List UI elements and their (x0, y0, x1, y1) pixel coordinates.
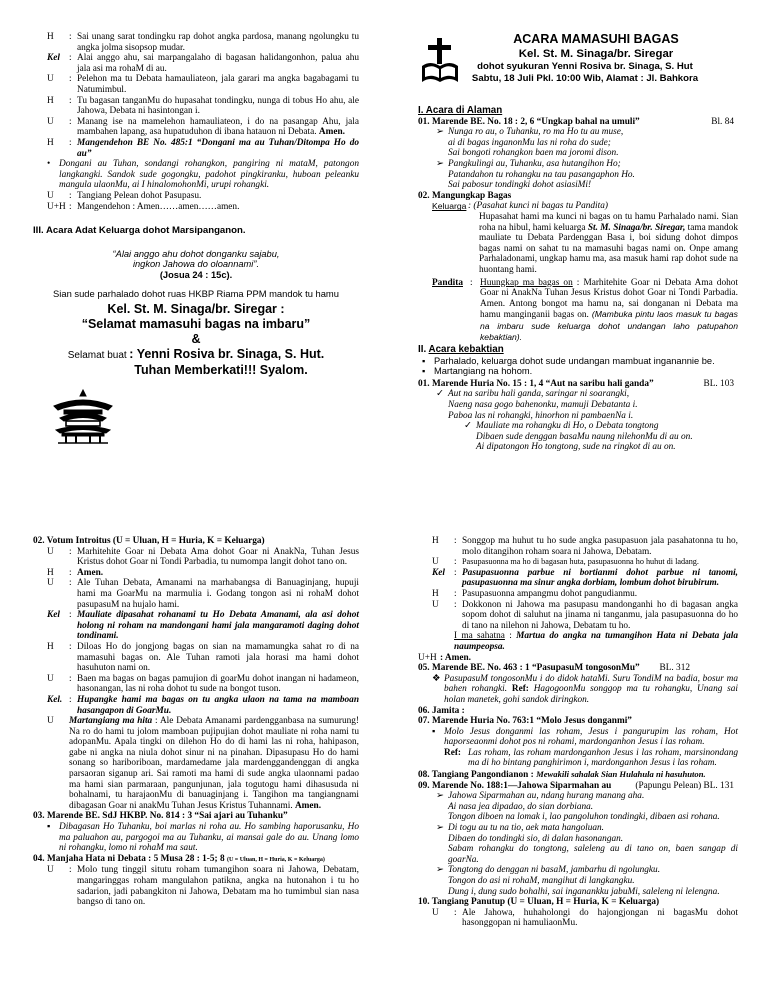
liturgy-row (33, 674, 359, 695)
liturgy-text-body: Molo tung tinggil situtu roham tumangihon soara ni Jahowa, Debatam, mangaringgas roham mangulahon patikna, angka na hutonahon i tu ho sadarion, jadi pabangkiton ni Jahowa, Debatam ma ho tumimbul sian nasa bangso di tano on. (77, 865, 359, 908)
verse-block-2 (418, 159, 738, 191)
liturgy-text (77, 74, 359, 95)
liturgy-row (33, 74, 359, 95)
speaker-colon: : (69, 865, 72, 876)
ampersand: & (191, 332, 201, 347)
speaker-label: Kel (47, 53, 60, 64)
keluarga-label: Keluarga (432, 201, 467, 212)
liturgy-text (77, 642, 359, 674)
liturgy-row (33, 568, 359, 579)
song-763-ref-row (418, 748, 738, 769)
heading-05 (418, 663, 738, 674)
liturgy-text (462, 536, 738, 557)
verse-marker (436, 138, 448, 149)
verse-text: Dibaen sude denggan basaMu naung nilehonMu di au on. (476, 431, 693, 442)
verse-text: Tongon diboen na lomak i, lao pangoluhon tondingki, dibaen asi rohana. (448, 812, 720, 823)
verse-line (418, 138, 738, 149)
speaker-label: U+H (47, 201, 66, 212)
verse-line (418, 823, 738, 834)
liturgy-text-body: Manang ise na mamelehon hamauliateon, i do na pasangap Ahu, jala mambahen lapang, asa hupatuduhon di ibana hatauon ni Debata. (77, 116, 359, 138)
prayer-amen: Amen. (294, 800, 322, 811)
heading-02: 02. Mangungkap Bagas (418, 190, 512, 201)
speaker-label: U (47, 116, 54, 127)
verse-marker: ➢ (436, 127, 444, 138)
verse-line (418, 127, 738, 138)
liturgy-amen: Amen. (318, 127, 345, 138)
verse-block-4 (418, 421, 738, 453)
verse-marker (436, 834, 448, 845)
liturgy-text-body: Pasupasuonna parbue ni bortianmi dohot parbue ni tanomi, pasupasuonna ma sinur angka dorbiam, lombum dohot birubirum. (462, 567, 738, 589)
liturgy-text (77, 117, 359, 138)
verse-marker: ➢ (436, 791, 444, 802)
liturgy-row (418, 568, 738, 589)
liturgy-text (77, 547, 359, 568)
quadrant-bottom-left (33, 536, 359, 908)
speaker-colon: : (69, 201, 72, 212)
martua-text: Martua do angka na tumangihon Hata ni Debata jala naumpeopsa. (454, 631, 738, 652)
verse-text: Tongtong do denggan ni basaM, jambarhu di ngolungku. (448, 865, 661, 876)
heading-06: 06. Jamita : (418, 705, 465, 716)
verse-line (418, 180, 738, 191)
verse-block-1 (418, 127, 738, 159)
liturgy-list-1 (33, 32, 359, 159)
verse-line (418, 844, 738, 865)
song-763-text: Molo Jesus donganmi las roham, Jesus i pangurupim las roham, Hot haporseaonmi dohot pos ni rohami, mardonganhon Jesus i las roham. (444, 726, 738, 748)
verse-marker (436, 180, 448, 191)
verse-text: Sai pabosur tondingki dohot asiasiMi! (448, 180, 592, 191)
keluarga-text-1: Hupasahat hami ma kunci ni bagas on tu hamu Parhalado nami. Sian roha na hibul, hami keluarga (479, 211, 738, 233)
liturgy-text-body: Pasupasuonna ma ho di bagasan huta, pasupasuonna ho huhut di ladang. (462, 557, 699, 567)
liturgy-text (77, 191, 359, 202)
speaker-colon: : (69, 546, 72, 557)
section-heading-2-text: Acara kebaktian (428, 344, 504, 356)
liturgy-text-body: Mangendehon : Amen……amen……amen. (77, 201, 240, 212)
liturgy-row (418, 908, 738, 929)
liturgy-text (77, 674, 359, 695)
verse-line (418, 802, 738, 813)
sahatna-row (418, 631, 738, 652)
liturgy-list-4 (418, 536, 738, 631)
closing-prayer-row (418, 908, 738, 929)
heading-04 (33, 854, 359, 866)
liturgy-text (462, 600, 738, 632)
section-heading-1 (418, 106, 738, 117)
speaker-label: U (432, 599, 439, 610)
song-line: • Dongani au Tuhan, sondangi rohangkon, pangiring ni mataM, patongon langkangki. Sandok sude gogongku, padohot pingkiranku, huboan peleanku mangula ulaonMu, ai I hinalomohonMi, urupi rohangki. (47, 159, 359, 191)
verse-text: Ai nasa jea dipadao, do sian dorbiana. (448, 801, 594, 812)
liturgy-row (33, 191, 359, 202)
verse-text: Aut na saribu hali ganda, saringar ni soarangki, (448, 389, 630, 400)
song-814-text: Dibagasan Ho Tuhanku, boi marlas ni roha au. Ho sambing haporusanku, Ho ma paluahon au, pargogoi ma au Tuhanku, ai mansai gale do au. Unang lomo ni rohangku, lomo ni rohaM ma saut. (59, 822, 359, 854)
liturgy-text (77, 695, 359, 716)
song-heading-03-text: 01. Marende Huria No. 15 : 1, 4 “Aut na saribu hali ganda” (418, 378, 654, 389)
liturgy-text (77, 32, 359, 53)
verse-text: Nunga ro au, o Tuhanku, ro ma Ho tu au muse, (448, 127, 624, 138)
prayer-label: Martangiang ma hita (69, 716, 153, 727)
verse-line (418, 170, 738, 181)
verse-text: Dibaen do tondingki sio, di dalan hasonangan. (448, 833, 624, 844)
verse-text: Sabam rohangku do tongtong, saleleng au di tano on, baen sangap di goarNa. (448, 844, 738, 865)
pandita-label: Pandita (432, 277, 463, 288)
liturgy-text (77, 138, 359, 159)
speaker-colon: : (69, 694, 72, 705)
liturgy-row (418, 536, 738, 557)
heading-09-text: 09. Marende No. 188:1—Jahowa Siparmahan au (418, 780, 612, 791)
heading-08-text: 08. Tangiang Pangondianon : (418, 770, 534, 781)
verse-text: Tongon do asi ni rohaM, mangihut di langkangku. (448, 876, 635, 886)
heading-04-text: 04. Manjaha Hata ni Debata : 5 Musa 28 : 1-5; 8 (33, 853, 225, 864)
verse-marker: ✓ (464, 421, 472, 432)
verse-line (418, 791, 738, 802)
verse-marker: ➢ (436, 158, 444, 169)
verse-block-9a (418, 791, 738, 823)
heading-10: 10. Tangiang Panutup (U = Uluan, H = Huria, K = Keluarga) (418, 897, 660, 908)
liturgy-list-3 (33, 547, 359, 717)
keluarga-row (418, 201, 738, 212)
verse-text: Di togu au tu na tio, aek mata hangoluan. (448, 823, 604, 834)
heading-07: 07. Marende Huria No. 763:1 “Molo Jesus donganmi” (418, 716, 632, 727)
verse-marker: ➢ (436, 865, 444, 876)
speaker-colon: : (69, 610, 72, 621)
song-heading-01-text: 01. Marende BE. No. 18 : 2, 6 “Ungkap bahal na umuli” (418, 116, 640, 127)
speaker-label: Kel (432, 567, 445, 578)
liturgy-row (33, 642, 359, 674)
song-463-row: ❖ PasupasuM tongosonMu i do didok hataMi. Suru TondiM na badia, bosur ma bahen rohangki. Ref: HagogoonMu songgop ma tu rohangku, Unang sai holan manetek, gohi sandok diringkon. (432, 673, 739, 705)
liturgy-text (77, 568, 359, 579)
liturgy-text-body: Ale Tuhan Debata, Amanami na marhabangsa di Banuaginjang, hupuji hami ma GoarMu na marmulia i. Godang tongon asi ni rohaM dohot pasupasuM na hujalo hami. (77, 578, 359, 610)
liturgy-text (462, 557, 738, 568)
uh-row (418, 653, 738, 664)
song-heading-01-page: Bl. 84 (711, 116, 734, 127)
pandita-text (480, 278, 738, 345)
bullet-2-text: Martangiang na hohom. (434, 366, 533, 377)
speaker-label: U (47, 673, 54, 684)
keluarga-text-name: St. M. Sinaga/br. Siregar, (587, 222, 686, 233)
speaker-label: U (47, 74, 54, 85)
prayer-text (69, 716, 359, 811)
verse-marker (436, 411, 448, 422)
speaker-colon: : (454, 557, 457, 568)
liturgy-text-body: Tu bagasan tanganMu do hupasahat tondingku, nunga di tobus Ho ahu, ale Jahowa, Debata ni hasintongan i. (77, 95, 359, 117)
keluarga-text (418, 212, 738, 276)
speaker-label: H (47, 567, 54, 578)
verse-line (418, 865, 738, 876)
program-datetime: Sabtu, 18 Juli Pkl. 10:00 Wib, Alamat : Jl. Bahkora (471, 72, 699, 84)
speaker-label: H (47, 137, 54, 148)
verse-text: Sai bongoti rohangkon baen ma joromi dison. (448, 148, 619, 159)
sahatna-label: I ma sahatna (454, 631, 505, 642)
heading-04-legend: (U = Uluan, H = Huria, K = Keluarga) (226, 856, 325, 863)
uh-label: U+H (418, 652, 437, 663)
liturgy-text-body: Mangendehon BE No. 485:1 “Dongani ma au Tuhan/Ditompa Ho do au” (77, 137, 359, 159)
speaker-label: U (47, 578, 54, 589)
liturgy-row (33, 138, 359, 159)
liturgy-row (33, 865, 359, 907)
verse-text: Pangkulingi au, Tuhanku, asa hutangihon Ho; (448, 158, 621, 169)
heading-05-text: 05. Marende BE. No. 463 : 1 “PasupasuM tongosonMu” (418, 663, 640, 674)
verse-marker (436, 148, 448, 159)
liturgy-text-body: Pelehon ma tu Debata hamauliateon, jala garari ma angka bagabagami tu Natumimbul. (77, 74, 359, 95)
verse-line (418, 148, 738, 159)
verse-line (418, 421, 738, 432)
verse-marker (464, 432, 476, 443)
song-763-row: ▪ Molo Jesus donganmi las roham, Jesus i pangurupim las roham, Hot haporseaonmi dohot pos ni rohami, mardonganhon Jesus i las roham. (432, 726, 738, 748)
reading-row (33, 865, 359, 907)
pandita-row: Pandita : Huungkap ma bagas on : Marhitehite Goar ni Debata Ama dohot Goar ni AnakNa Tuhan Jesus Kristus dohot Goar ni Tondi Parbadia. Amen. Antong bongot ma hamu na, sai donganan ni Debata ma hamu manginganii bagas on. (Mambuka pintu laos masuk tu bagas na imbaru sude keluarga dohot undangan laho patupahon kebaktian). (432, 277, 738, 343)
verse-block-3 (418, 389, 738, 421)
liturgy-text-body: Dokkonon ni Jahowa ma pasupasu mandonganhi ho di bagasan angka sopom dohot di saluhut na jinama ni tanganmu, jala pasupasuonna do ho di tano na nilehon ni Jahowa, Debatam tu ho. (462, 599, 738, 631)
song-text: Dongani au Tuhan, sondangi rohangkon, pangiring ni mataM, patongon langkangki. Sandok sude gogongku, padohot pingkiranku, huboan peleanku mangula ulaonMu, ai I hinalomohonMi, urupi rohangki. (59, 159, 359, 191)
verse-text: Jahowa Siparmahan au, ndang hurang manang aha. (448, 791, 645, 802)
quadrant-bottom-right (418, 536, 738, 929)
liturgy-text-body: Marhitehite Goar ni Debata Ama dohot Goar ni AnakNa, Tuhan Jesus Kristus dohot Goar ni Tondi Parbadia, tu numompa langit dohot tano on. (77, 546, 359, 568)
liturgy-text (77, 610, 359, 642)
liturgy-text-body: Songgop ma huhut tu ho sude angka pasupasuon jala pasahatonna tu ho, molo ditangihon roham soara ni Jahowa, Debatam. (462, 536, 738, 557)
speaker-colon: : (69, 578, 72, 589)
liturgy-text-body: Mauliate dipasahat rohanami tu Ho Debata Amanami, ala asi dohot holong ni roham na mandongani hami jala mangaramoti daging dohot tondinami. (77, 610, 359, 642)
liturgy-text-body: Diloas Ho do jongjong bagas on sian na mamamungka sahat ro di na mamasuhi bagas on. Ale Tuhan ramoti jala horasi ma hami dohot hasuhuton nami on. (77, 641, 359, 674)
song-463-ref: HagogoonMu songgop ma tu rohangku, Unang sai holan manetek, gohi sandok diringkon. (444, 684, 739, 705)
speaker-label: U (47, 546, 54, 557)
liturgy-text-body: Amen. (77, 567, 104, 578)
liturgy-row (33, 96, 359, 117)
verse-marker: ✓ (436, 389, 444, 400)
verse-marker (436, 812, 448, 823)
speaker-colon: : (454, 599, 457, 610)
speaker-colon: : (69, 116, 72, 127)
liturgy-list-1-end (33, 191, 359, 212)
program-title: ACARA MAMASUHI BAGAS (513, 32, 679, 46)
speaker-label: H (432, 536, 439, 546)
bullet-1: ▪ Parhalado, keluarga dohot sude undangan mambuat inganannie be. (418, 356, 738, 367)
pandita-highlight: Huungkap ma bagas on (480, 277, 573, 288)
verse-text: Dung i, dung sudo bohalhi, sai inganankku jabuMi, saleleng ni lelengna. (448, 886, 720, 897)
liturgy-text-body: Ale Jahowa, huhaholongi do hajongjongan ni bagasMu dohot hasonggopan ni hamuliaonMu. (462, 907, 738, 929)
verse-marker (436, 400, 448, 411)
song-463-ref-label: Ref: (511, 684, 529, 695)
bullet-2: ▪ Martangiang na hohom. (418, 366, 738, 377)
verse-line (418, 876, 738, 887)
section-heading-2 (418, 345, 738, 356)
liturgy-row (33, 547, 359, 568)
quadrant-top-left (33, 32, 359, 378)
liturgy-text (77, 96, 359, 117)
section-heading-2-number: II. (418, 344, 427, 356)
speaker-colon: : (454, 907, 457, 918)
verse-block-9b (418, 823, 738, 865)
speaker-label: H (47, 95, 54, 106)
verse-text: Paboa las ni rohangki, hinorhon ni pambaenNa i. (448, 410, 634, 421)
liturgy-row (33, 578, 359, 610)
verse-marker (436, 876, 448, 887)
verse-marker (436, 844, 448, 865)
uh-text: : Amen. (440, 652, 471, 663)
heading-09-page: (Papungu Pelean) BL. 131 (635, 780, 734, 791)
heading-03: 03. Marende BE. SdJ HKBP. No. 814 : 3 “Sai ajari au Tuhanku” (33, 811, 288, 822)
liturgy-row (33, 695, 359, 716)
song-463-body: PasupasuM tongosonMu i do didok hataMi. Suru TondiM na badia, bosur ma bahen rohangki. (444, 673, 738, 695)
speaker-colon: : (69, 137, 72, 148)
speaker-label: H (47, 32, 54, 42)
quote-line-1: “Alai anggo ahu dohot donganku sajabu, (112, 248, 280, 259)
liturgy-text-body: Pasupasuonna ampangmu dohot pangudianmu. (462, 588, 638, 599)
speaker-colon: : (454, 588, 457, 599)
liturgy-row (418, 589, 738, 600)
sahatna-wrap: I ma sahatna : Martua do angka na tumangihon Hata ni Debata jala naumpeopsa. (454, 631, 738, 652)
verse-text: ai di bagas inganonMu las ni roha do sude; (448, 137, 611, 148)
speaker-colon: : (69, 567, 72, 578)
song-763-ref-label: Ref: (444, 747, 462, 758)
speaker-colon: : (69, 53, 72, 64)
speaker-colon: : (454, 567, 457, 578)
liturgy-text (462, 589, 738, 600)
section-heading-3: III. Acara Adat Keluarga dohot Marsipanganon. (33, 225, 246, 237)
thanks-line: Sian sude parhalado dohot ruas HKBP Riama PPM mandok tu hamu (53, 288, 339, 300)
selamat-label: Selamat buat (67, 350, 127, 362)
heading-votum: 02. Votum Introitus (U = Uluan, H = Huria, K = Keluarga) (33, 536, 265, 546)
keluarga-note: : (Pasahat kunci ni bagas tu Pandita) (468, 201, 608, 212)
liturgy-row (418, 557, 738, 568)
blessing-line: Tuhan Memberkati!!! Syalom. (134, 363, 308, 378)
speaker-colon: : (69, 74, 72, 85)
verse-line (418, 442, 738, 453)
congrats-line: “Selamat mamasuhi bagas na imbaru” (81, 317, 311, 332)
speaker-colon: : (69, 32, 72, 42)
verse-text: Patandahon tu rohangku na tau pasangaphon Ho. (448, 169, 635, 180)
prayer-body: : Ale Debata Amanami pardengganbasa na sumurung! Na ro do hami tu jolom mamboan pujipujian dohot mauliate ni roha nami tu adopanMu. Apala tingki on dilehon Ho do di hami las ni roha, hahipason, gabe ni angka na niula dohot sinur ni na pinahan. Dipasupasu Ho do hami sonang so hariboriboan, mardamedame jala mardenggandenggan di angka parsaoran siganup ari. Sai ramoti ma hami di sude angka ulaonnami padao ma hami sian parmaraan, pangunjunan, jala togutogu hami dihasusuda ni bohalnami, tu harajaonMu di banuaginjang i. Tangihon ma tangiangnami dibagasan Goar ni anakMu Tuhan Jesus Kristus Tuhannami. (69, 716, 359, 811)
song-heading-01 (418, 117, 738, 128)
verse-block-9c (418, 865, 738, 897)
speaker-label: U (432, 907, 439, 918)
verse-line (418, 389, 738, 400)
verse-line (418, 812, 738, 823)
liturgy-row (33, 610, 359, 642)
verse-line (418, 400, 738, 411)
pandita-note: (Mambuka pintu laos masuk tu bagas na imbaru sude keluarga dohot undangan laho patupahon kebaktian). (480, 309, 738, 343)
verse-marker: ➢ (436, 823, 444, 834)
song-463-text (444, 674, 738, 706)
liturgy-row (33, 117, 359, 138)
speaker-label: Kel. (47, 694, 63, 705)
verse-marker (436, 802, 448, 813)
quote-ref: (Josua 24 : 15c). (159, 269, 233, 280)
speaker-colon: : (69, 673, 72, 684)
verse-marker (464, 442, 476, 453)
liturgy-text-body: Hupangke hami ma bagas on tu angka ulaon na tama na mamboan hasangapon di GoarMu. (77, 694, 359, 716)
verse-text: Naeng nasa gogo bahenonku, mamuji Debatanta i. (448, 400, 638, 411)
liturgy-row (33, 202, 359, 213)
speaker-label: H (47, 641, 54, 652)
liturgy-text-body: Alai anggo ahu, sai marpangalaho di bagasan halidangonhon, palua ahu jala asi ma rohaM di au. (77, 53, 359, 74)
speaker-label: U (47, 865, 54, 876)
speaker-colon: : (69, 95, 72, 106)
verse-marker (436, 170, 448, 181)
liturgy-text-body: Sai unang sarat tondingku rap dohot angka pardosa, manang ngolungku tu angka jolma sisopsop mudar. (77, 32, 359, 53)
liturgy-text (77, 578, 359, 610)
quote-line-2: ingkon Jahowa do oloannami”. (132, 259, 260, 270)
bullet-1-text: Parhalado, keluarga dohot sude undangan mambuat inganannie be. (434, 355, 715, 366)
keluarga-text-2: tama mandok mauliate tu Debata Pardenggan Basa i, boi sidung dohot dimpos bagas nami on sahat tu na mamasuhi bagas nami on. Onpe amang Parhaladonami, ungkap hamu ma, asa masuk hami rap dohot sude na huontang hami. (479, 222, 738, 275)
heading-09 (418, 781, 738, 792)
liturgy-text (462, 568, 738, 589)
speaker-label: Kel (47, 610, 60, 621)
program-subtitle: dohot syukuran Yenni Rosiva br. Sinaga, S. Hut (477, 61, 693, 72)
liturgy-row (33, 32, 359, 53)
liturgy-text (77, 865, 359, 907)
verse-line (418, 432, 738, 443)
verse-marker (436, 887, 448, 898)
verse-line (418, 411, 738, 422)
verse-line (418, 834, 738, 845)
liturgy-text (77, 53, 359, 74)
batak-house-icon (50, 388, 116, 444)
speaker-colon: : (69, 190, 72, 201)
speaker-label: H (432, 588, 439, 599)
speaker-label: U (432, 557, 439, 568)
selamat-name: : Yenni Rosiva br. Sinaga, S. Hut. (129, 347, 325, 362)
song-heading-03-page: BL. 103 (703, 378, 734, 389)
family-name: Kel. St. M. Sinaga/br. Siregar (518, 48, 674, 60)
pandita-body: : Marhitehite Goar ni Debata Ama dohot Goar ni AnakNa Tuhan Jesus Kristus dohot Goar ni Tondi Parbadia. Amen. Antong bongot ma hamu na, sai donganan ni Debata ma hamu manginganii bagas on. (480, 277, 738, 321)
liturgy-text (462, 908, 738, 929)
liturgy-text-body: Tangiang Pelean dohot Pasupasu. (77, 190, 202, 201)
heading-05-page: BL. 312 (659, 663, 690, 674)
quadrant-top-right (418, 32, 738, 453)
verse-text: Ai dipatongon Ho tongtong, sude na ringkot di au on. (476, 442, 676, 453)
verse-line (418, 159, 738, 170)
couple-name: Kel. St. M. Sinaga/br. Siregar : (107, 302, 285, 317)
selamat-line (33, 347, 359, 363)
song-814-row: ▪ Dibagasan Ho Tuhanku, boi marlas ni roha au. Ho sambing haporusanku, Ho ma paluahon au, pargogoi ma au Tuhanku, ai mansai gale do au. Unang lomo ni rohangku, lomo ni rohaM ma saut. (47, 822, 359, 854)
liturgy-row (418, 600, 738, 632)
song-763-ref-text: Las roham, las roham mardonganhon Jesus i las roham, marsinondang ma di ho bintang panghirimon i, mardonganhon Jesus i las roham. (468, 747, 738, 769)
verse-text: Mauliate ma rohangku di Ho, o Debata tongtong (476, 421, 659, 432)
speaker-label: U (47, 190, 54, 201)
heading-08 (418, 769, 738, 781)
speaker-colon: : (69, 641, 72, 652)
section-heading-1-text: I. Acara di Alaman (418, 105, 503, 116)
liturgy-row (33, 53, 359, 74)
verse-line (418, 887, 738, 898)
heading-08-note: Mewakili sahalak Sian Hulahula ni hasuhuton. (536, 769, 706, 780)
speaker-colon: : (454, 536, 457, 546)
liturgy-text (77, 202, 359, 213)
song-heading-03 (418, 379, 738, 390)
prayer-row: U Martangiang ma hita : Ale Debata Amanami pardengganbasa na sumurung! Na ro do hami tu jolom mamboan pujipujian dohot mauliate ni roha nami tu adopanMu. Apala tingki on dilehon Ho do di hami las ni roha, hahipason, gabe ni angka na niula dohot sinur ni na pinahan. Dipasupasu Ho do hami sonang so hariboriboan, mardamedame jala mardenggandenggan di angka parsaoran siganup ari. Sai ramoti ma hami di sude angka ulaonnami padao ma hami sian parmaraan, pangunjunan, jala togutogu hami dihasusuda ni bohalnami, tu harajaonMu di banuaginjang i. Tangihon ma tangiangnami dibagasan Goar ni anakMu Tuhan Jesus Kristus Tuhannami. Amen. (47, 716, 359, 811)
liturgy-text-body: Baen ma bagas on bagas pamujion di goarMu dohot inangan ni hadameon, hasonangan, las ni roha dohot tu sude na bongot tuson. (77, 673, 359, 695)
